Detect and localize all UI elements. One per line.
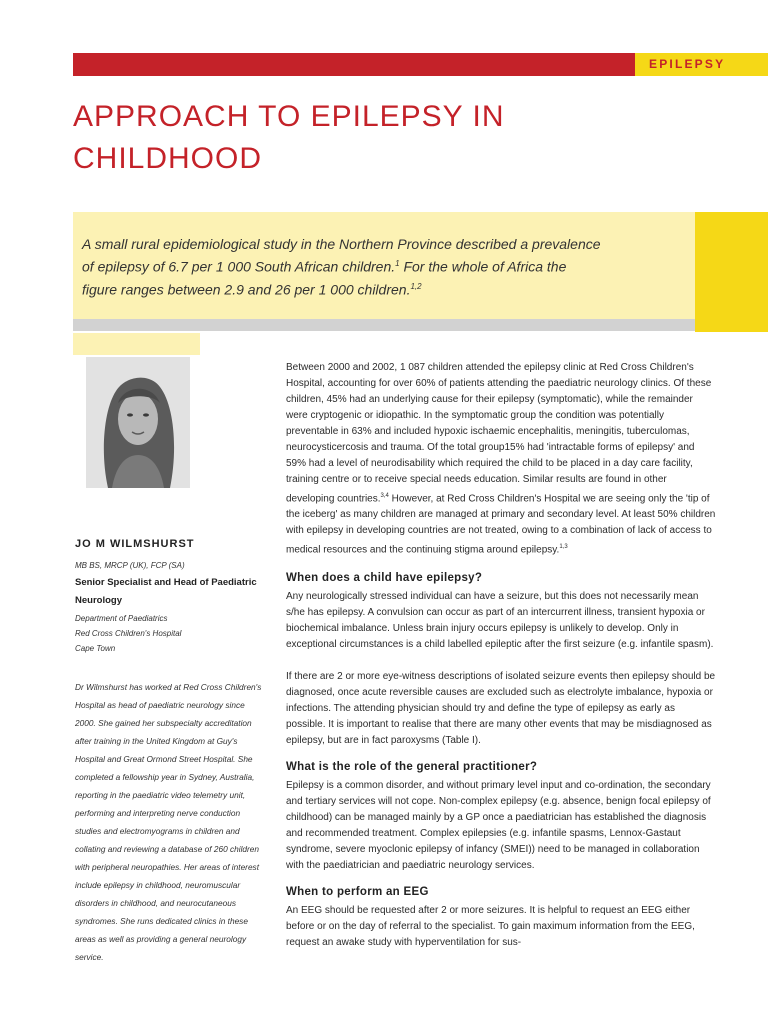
citation: 3,4 (380, 493, 389, 499)
citation: 1,3 (559, 544, 568, 551)
paragraph-2: Any neurologically stressed individual can have a seizure, but this does not necessarily mean s/he has epilepsy. A convulsion can occur as part of an intercurrent illness, transient hypoxia or biochemical imbalance. Unless brain injury occurs epilepsy is unlikely to develop. Only in exceptional circumstances is a child labelled epileptic after the first seizure (e.g. infantile spasm). (286, 590, 714, 650)
photo-tab (73, 333, 200, 355)
heading-when-epilepsy: When does a child have epilepsy? (286, 571, 483, 584)
author-credentials: MB BS, MRCP (UK), FCP (SA) (75, 561, 185, 570)
abstract-grey-band (73, 319, 695, 331)
author-city: Cape Town (75, 644, 116, 653)
author-name: JO M WILMSHURST (75, 538, 195, 550)
author-department: Department of Paediatrics (75, 614, 168, 623)
header-red-bar (73, 53, 635, 76)
portrait-drawing (86, 357, 190, 488)
author-hospital: Red Cross Children's Hospital (75, 629, 182, 638)
abstract-yellow-block (695, 212, 768, 332)
author-bio: Dr Wilmshurst has worked at Red Cross Children's Hospital as head of paediatric neurology since 2000. She gained her subspecialty accreditation after training in the United Kingdom at Guy's Hospital and Great Ormond Street Hospital. She completed a fellowship year in Sydney, Australia, reporting in the paediatric video telemetry unit, performing and interpreting nerve conduction studies and electromyograms in children and collating and reviewing a database of 260 children with peripheral neuropathies. Her areas of interest include epilepsy in childhood, neuromuscular disorders in childhood, and neurocutaneous syndromes. She runs dedicated clinics in these areas as well as providing a general neurology service. (75, 682, 262, 962)
paragraph-4: Epilepsy is a common disorder, and without primary level input and co-ordination, the secondary and tertiary services will not cope. Non-complex epilepsy (e.g. absence, benign focal epilepsy of childhood) can be managed mainly by a GP once a paediatrician has established the diagnosis and recommended treatment. Complex epilepsies (e.g. infantile spasms, Lennox-Gastaut syndrome, severe myoclonic epilepsy of infancy (SMEI)) need to be managed in collaboration with the paediatrician and paediatric neurology services. (286, 779, 711, 871)
article-body (286, 360, 716, 951)
heading-eeg: When to perform an EEG (286, 885, 429, 898)
abstract-text: A small rural epidemiological study in the Northern Province described a prevalence of epilepsy of 6.7 per 1 000 South African children.$^1$ For the whole of Africa the figure ranges between 2.9 and 26 per 1 000 children.$^{1,2}$ (82, 236, 601, 298)
article-title (73, 96, 673, 180)
citation: 1,2 (410, 281, 422, 291)
title-line-2: CHILDHOOD (73, 142, 263, 175)
paragraph-5: An EEG should be requested after 2 or more seizures. It is helpful to request an EEG either before or on the day of referral to the specialist. To gain maximum information from the EEG, request an awake study with hyperventilation for sus- (286, 904, 695, 948)
author-portrait (86, 357, 190, 488)
author-role: Senior Specialist and Head of Paediatric Neurology (75, 577, 257, 606)
title-line-1: APPROACH TO EPILEPSY IN (73, 100, 505, 133)
section-tag: EPILEPSY (635, 53, 768, 76)
author-sidebar (75, 538, 265, 966)
citation: 1 (395, 259, 400, 268)
heading-gp-role: What is the role of the general practitioner? (286, 760, 538, 773)
paragraph-3: If there are 2 or more eye-witness descriptions of isolated seizure events then epilepsy should be diagnosed, once acute reversible causes are excluded such as electrolyte imbalance, hypoxia or infections. The attending physician should try and define the type of epilepsy as early as possible. It is important to realise that there are many other events that may be misdiagnosed as epilepsy, but are in fact paroxysms (Table I). (286, 670, 716, 746)
paragraph-1: Between 2000 and 2002, 1 087 children attended the epilepsy clinic at Red Cross Children's Hospital, accounting for over 60% of patients attending the paediatric neurology clinics. Of these children, 45% had an underlying cause for their epilepsy (symptomatic), while the remainder were cryptogenic or idiopathic. In the symptomatic group the condition was potentially preventable in 63% and included hypoxic ischaemic encephalitis, meningitis, tuberculomas, neurocysticercosis and trauma. Of the total group15% had 'intractable forms of epilepsy' and 59% had a level of neurodisability which required the child to be placed in a day care facility, training centre or to receive special needs education. Similar results are found in other developing countries.$^{3,4}$ However, at Red Cross Children's Hospital we are seeing only the 'tip of the iceberg' as many children are managed at primary and secondary level. At least 50% children with epilepsy in developing countries are not treated, owing to a combination of lack of access to medical resources and the continuing stigma around epilepsy.$^{1,3}$ (286, 362, 716, 556)
